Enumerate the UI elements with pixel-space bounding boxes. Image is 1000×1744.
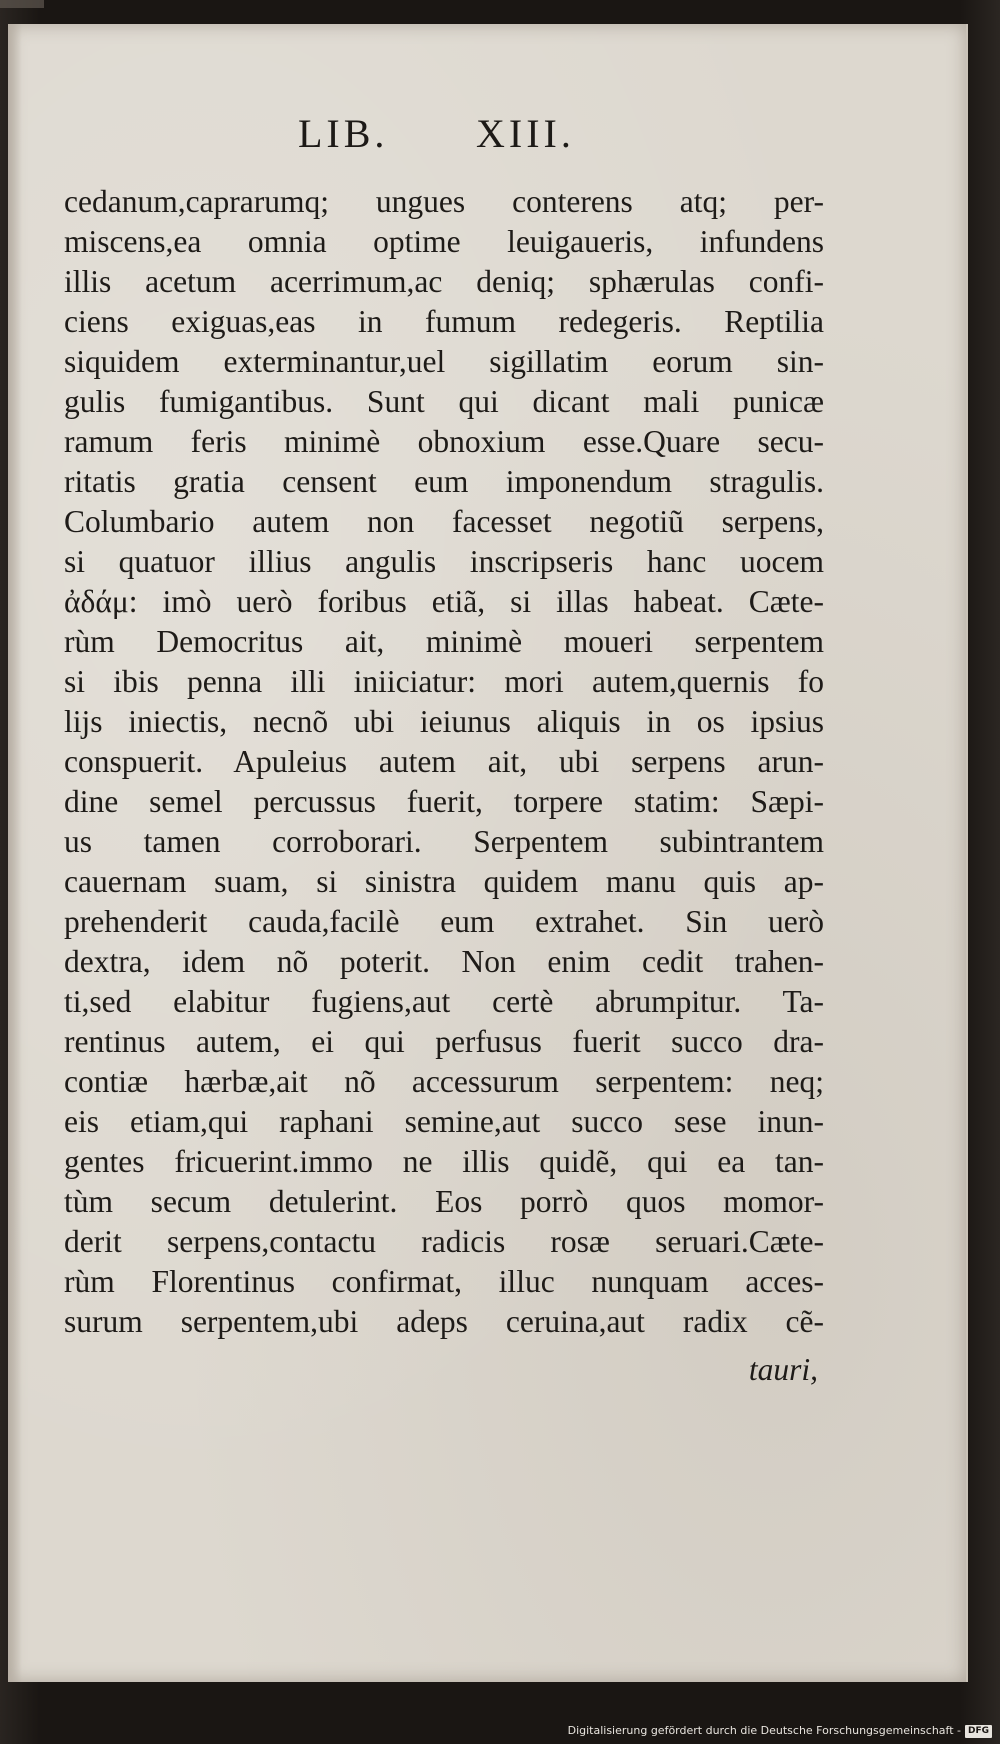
text-line: ritatis gratia censent eum imponendum stragulis. — [64, 464, 824, 499]
text-line: tùm secum detulerint. Eos porrò quos momor- — [64, 1184, 824, 1219]
text-line: rentinus autem, ei qui perfusus fuerit succo dra- — [64, 1024, 824, 1059]
header-book-number: XIII. — [476, 111, 575, 156]
text-line: conspuerit. Apuleius autem ait, ubi serpens arun- — [64, 744, 824, 779]
text-line: si ibis penna illi iniiciatur: mori autem,quernis fo — [64, 664, 824, 699]
text-line: surum serpentem,ubi adeps ceruina,aut radix cẽ- — [64, 1304, 824, 1339]
text-line: ἀδάμ: imò uerò foribus etiã, si illas habeat. Cæte- — [64, 584, 824, 619]
body-text — [64, 182, 824, 1342]
text-line: cedanum,caprarumq; ungues conterens atq; per- — [64, 184, 824, 219]
text-line: gentes fricuerint.immo ne illis quidẽ, qui ea tan- — [64, 1144, 824, 1179]
text-line: Columbario autem non facesset negotiũ serpens, — [64, 504, 824, 539]
text-line: illis acetum acerrimum,ac deniq; sphærulas confi- — [64, 264, 824, 299]
book-page — [8, 24, 968, 1682]
text-line: gulis fumigantibus. Sunt qui dicant mali punicæ — [64, 384, 824, 419]
text-line: ti,sed elabitur fugiens,aut certè abrumpitur. Ta- — [64, 984, 824, 1019]
page-gutter-shadow — [8, 24, 22, 1682]
scan-corner-mark — [0, 0, 44, 8]
dfg-logo: DFG — [965, 1725, 992, 1738]
text-line: contiæ hærbæ,ait nõ accessurum serpentem: neq; — [64, 1064, 824, 1099]
text-line: eis etiam,qui raphani semine,aut succo sese inun- — [64, 1104, 824, 1139]
header-book-label: LIB. — [298, 111, 389, 156]
text-line: ciens exiguas,eas in fumum redegeris. Reptilia — [64, 304, 824, 339]
text-line: rùm Democritus ait, minimè moueri serpentem — [64, 624, 824, 659]
digitization-credit — [568, 1722, 992, 1740]
text-line: us tamen corroborari. Serpentem subintrantem — [64, 824, 824, 859]
text-line: cauernam suam, si sinistra quidem manu quis ap- — [64, 864, 824, 899]
credit-text: Digitalisierung gefördert durch die Deutsche Forschungsgemeinschaft - — [567, 1724, 961, 1737]
text-line: dine semel percussus fuerit, torpere statim: Sæpi- — [64, 784, 824, 819]
text-line: rùm Florentinus confirmat, illuc nunquam acces- — [64, 1264, 824, 1299]
text-line: prehenderit cauda,facilè eum extrahet. Sin uerò — [64, 904, 824, 939]
text-line: si quatuor illius angulis inscripseris hanc uocem — [64, 544, 824, 579]
text-line: siquidem exterminantur,uel sigillatim eorum sin- — [64, 344, 824, 379]
text-line: lijs iniectis, necnõ ubi ieiunus aliquis in os ipsius — [64, 704, 824, 739]
text-line: miscens,ea omnia optime leuigaueris, infundens — [64, 224, 824, 259]
running-header — [8, 110, 966, 170]
text-line: derit serpens,contactu radicis rosæ seruari.Cæte- — [64, 1224, 824, 1259]
text-line: dextra, idem nõ poterit. Non enim cedit trahen- — [64, 944, 824, 979]
catchword: tauri, — [748, 1352, 818, 1387]
text-line: ramum feris minimè obnoxium esse.Quare secu- — [64, 424, 824, 459]
